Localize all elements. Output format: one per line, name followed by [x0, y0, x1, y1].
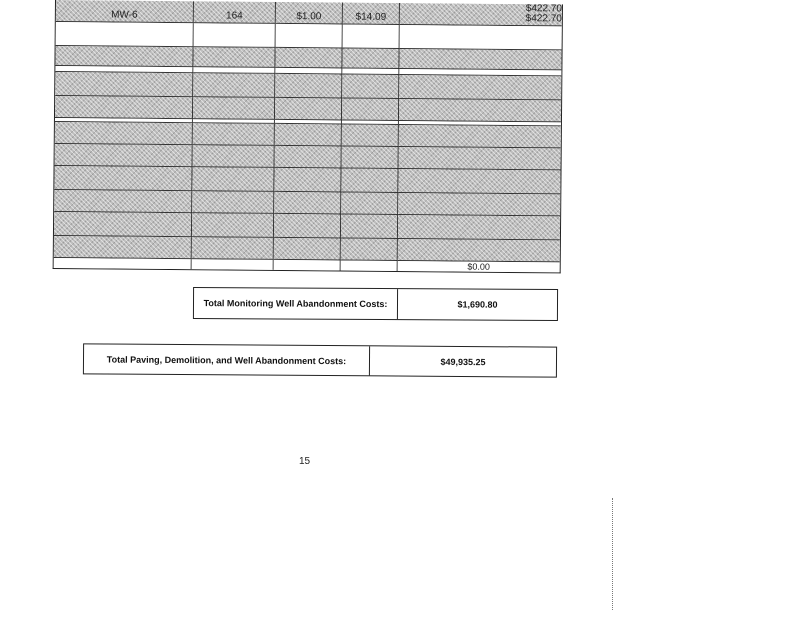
- page-number: 15: [299, 456, 311, 467]
- table-cell: [341, 261, 398, 271]
- table-cell: [54, 236, 192, 259]
- table-cell: [398, 169, 560, 194]
- scan-edge-mark: [612, 498, 613, 610]
- table-cell: [193, 73, 275, 98]
- monitoring-well-total-value: $1,690.80: [457, 299, 498, 310]
- table-cell: [342, 99, 399, 121]
- table-cell: [399, 125, 561, 148]
- table-cell: [274, 238, 341, 261]
- grand-total-box: [83, 343, 557, 377]
- table-cell: [192, 213, 274, 238]
- table-cell: [398, 215, 560, 240]
- table-cell: [274, 260, 341, 271]
- table-cell: [275, 124, 342, 147]
- table-cell: [398, 193, 560, 216]
- table-cell: [55, 122, 193, 145]
- table-cell: [341, 169, 398, 193]
- table-cell: [275, 146, 342, 169]
- qty-cell: 164: [194, 1, 276, 24]
- table-cell: [192, 259, 274, 270]
- table-cell: [399, 147, 561, 170]
- unit-price-cell: $1.00: [276, 2, 343, 25]
- monitoring-well-total-box: [193, 287, 558, 321]
- table-cell: [193, 145, 275, 168]
- table-cell: [276, 24, 343, 49]
- grand-total-label: Total Paving, Demolition, and Well Abandonment Costs:: [84, 344, 370, 375]
- table-cell: [192, 191, 274, 214]
- table-cell: [342, 49, 399, 69]
- table-cell: [193, 123, 275, 146]
- table-cell: [54, 190, 192, 213]
- table-cell: [194, 23, 276, 48]
- table-cell: [400, 25, 562, 50]
- table-cell: [193, 47, 275, 68]
- item-cell: MW-6: [56, 0, 194, 23]
- table-cell: [274, 214, 341, 239]
- cost-table: [53, 0, 563, 273]
- table-cell: [55, 144, 193, 167]
- extension-cell: $14.09: [343, 3, 400, 25]
- amount-cell: $422.70 $422.70: [400, 3, 562, 26]
- table-cell: [192, 167, 274, 192]
- table-cell: [341, 215, 398, 239]
- table-cell: [274, 168, 341, 193]
- table-cell: [341, 193, 398, 215]
- table-cell: [342, 125, 399, 147]
- table-cell: [275, 74, 342, 99]
- table-cell: [399, 49, 561, 70]
- table-cell: [54, 212, 192, 237]
- table-cell: [193, 97, 275, 120]
- table-cell: [399, 75, 561, 100]
- table-cell: [343, 25, 400, 49]
- table-cell: [54, 166, 192, 191]
- table-cell: [341, 239, 398, 261]
- table-cell: [274, 192, 341, 215]
- table-cell: [342, 75, 399, 99]
- table-cell: [399, 99, 561, 122]
- table-cell: [342, 147, 399, 169]
- table-cell: [192, 237, 274, 260]
- table-cell: [55, 46, 193, 67]
- column-total-value: $0.00: [398, 261, 560, 272]
- table-cell: [55, 96, 193, 119]
- table-cell: [56, 22, 194, 47]
- table-cell: [54, 258, 192, 269]
- grand-total-value: $49,935.25: [440, 356, 486, 367]
- table-cell: [275, 98, 342, 121]
- monitoring-well-total-label: Total Monitoring Well Abandonment Costs:: [194, 288, 398, 319]
- table-cell: [55, 72, 193, 97]
- table-cell: [398, 239, 560, 262]
- table-cell: [275, 48, 342, 69]
